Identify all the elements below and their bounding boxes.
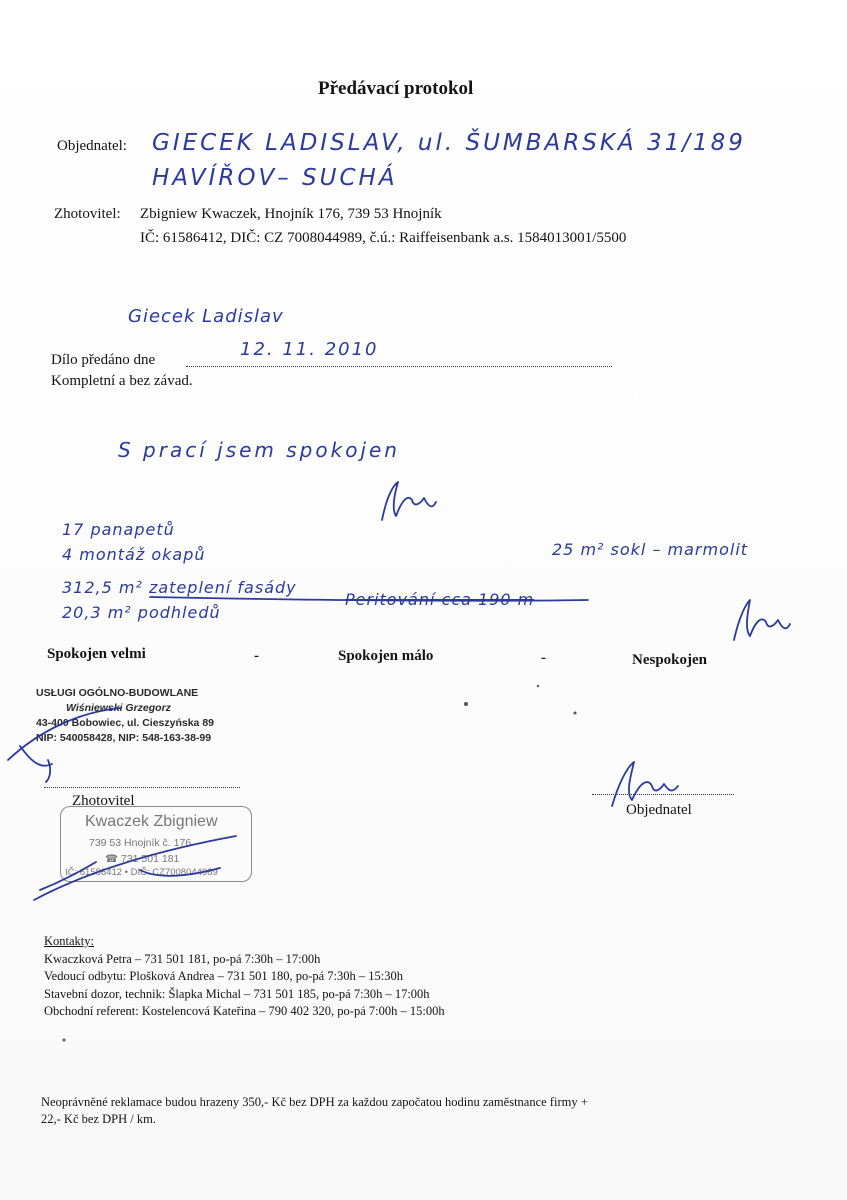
zhotovitel-address: Zbigniew Kwaczek, Hnojník 176, 739 53 Hnojník — [140, 206, 442, 222]
work-item-strike — [150, 597, 588, 601]
zhotovitel-signature-scribble — [8, 708, 120, 782]
company-stamp-line: NIP: 540058428, NIP: 548-163-38-99 — [36, 732, 212, 744]
objednatel-label: Objednatel: — [57, 138, 127, 154]
rating-little-satisfied: Spokojen málo — [338, 648, 434, 664]
contact-line: Kwaczková Petra – 731 501 181, po-pá 7:30h – 17:00h — [44, 951, 321, 966]
complete-no-defects: Kompletní a bez závad. — [51, 373, 193, 389]
handover-date: 12. 11. 2010 — [240, 339, 379, 360]
customer-signature-1 — [382, 482, 436, 520]
stamp-name: Kwaczek Zbigniew — [85, 813, 218, 830]
stamp-ids: IČ: 61586412 • DIČ: CZ7008044989 — [65, 867, 218, 878]
contacts-heading: Kontakty: — [44, 934, 94, 948]
footer-line: Neoprávněné reklamace budou hrazeny 350,- Kč bez DPH za každou započatou hodinu zaměstnance firmy + — [41, 1095, 588, 1109]
contact-line: Obchodní referent: Kostelencová Kateřina – 790 402 320, po-pá 7:00h – 15:00h — [44, 1004, 445, 1018]
work-item: 20,3 m² podhledů — [62, 603, 221, 622]
paper-mark — [574, 712, 577, 715]
zhotovitel-ids: IČ: 61586412, DIČ: CZ 7008044989, č.ú.: Raiffeisenbank a.s. 1584013001/5500 — [140, 230, 627, 246]
work-item: 4 montáž okapů — [62, 545, 206, 564]
work-item: 17 panapetů — [62, 520, 175, 539]
dilo-predano-label: Dílo předáno dne — [51, 352, 156, 368]
zhotovitel-signature-label: Zhotovitel — [72, 793, 135, 809]
rating-separator: - — [541, 650, 546, 666]
customer-signature-3 — [612, 762, 678, 806]
stamp-signature-scribble — [34, 836, 236, 900]
company-stamp-line: 43-400 Bobowiec, ul. Cieszyńska 89 — [36, 717, 214, 729]
handwritten-customer-name: Giecek Ladislav — [128, 306, 284, 327]
work-item-right: 25 m² sokl – marmolit — [552, 540, 749, 559]
footer-line: 22,- Kč bez DPH / km. — [41, 1112, 156, 1126]
handwritten-comment: S prací jsem spokojen — [118, 438, 400, 462]
rating-very-satisfied: Spokojen velmi — [47, 646, 146, 662]
paper-mark — [537, 685, 539, 687]
company-stamp-line: Wiśniewski Grzegorz — [66, 702, 171, 714]
objednatel-handwritten-line1: GIECEK LADISLAV, ul. ŠUMBARSKÁ 31/189 — [152, 130, 746, 156]
rating-separator: - — [254, 648, 259, 664]
stamp-phone: ☎ 731 501 181 — [105, 853, 180, 865]
contact-line: Vedoucí odbytu: Plošková Andrea – 731 501 180, po-pá 7:30h – 15:30h — [44, 969, 403, 983]
contact-line: Stavební dozor, technik: Šlapka Michal – 731 501 185, po-pá 7:30h – 17:00h — [44, 986, 430, 1001]
objednatel-handwritten-line2: HAVÍŘOV– SUCHÁ — [152, 165, 398, 191]
document-title: Předávací protokol — [318, 78, 474, 99]
customer-signature-2 — [734, 600, 790, 640]
paper-mark — [63, 1039, 66, 1042]
paper-mark — [464, 702, 468, 706]
company-stamp-line: USŁUGI OGÓLNO-BUDOWLANE — [36, 687, 199, 699]
zhotovitel-label: Zhotovitel: — [54, 206, 121, 222]
work-item: 312,5 m² zateplení fasády — [62, 578, 297, 597]
rating-not-satisfied: Nespokojen — [632, 652, 708, 668]
struck-work-item: Peritování cca 190 m — [345, 590, 535, 609]
stamp-address: 739 53 Hnojník č. 176 — [89, 837, 192, 849]
objednatel-signature-label: Objednatel — [626, 802, 692, 818]
